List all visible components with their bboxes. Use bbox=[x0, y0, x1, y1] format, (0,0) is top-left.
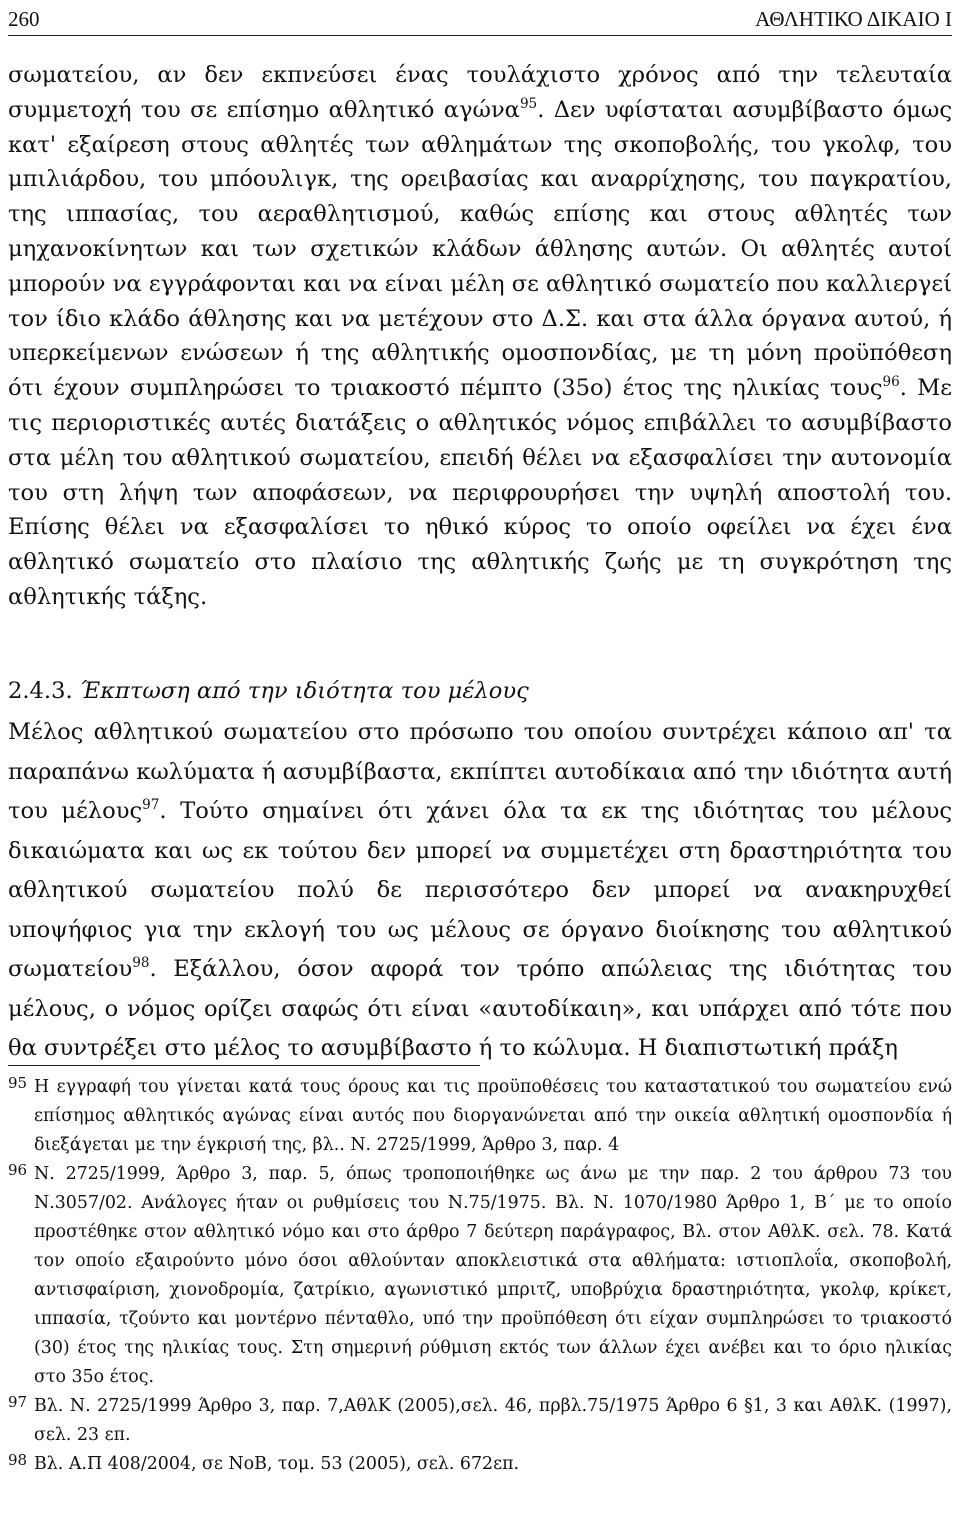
footnote-text: Βλ. Ν. 2725/1999 Άρθρο 3, παρ. 7,ΑθλΚ (2005),σελ. 46, πρβλ.75/1975 Άρθρο 6 §1, 3 και ΑθλΚ. (1997), σελ. 23 επ. bbox=[34, 1396, 952, 1445]
footnote-95 bbox=[8, 1073, 952, 1160]
section-number: 2.4.3. bbox=[8, 678, 73, 704]
footnote-number: 96 bbox=[8, 1161, 28, 1179]
footnote-ref-98[interactable]: 98 bbox=[132, 955, 150, 972]
page-number: 260 bbox=[8, 7, 40, 31]
footnote-ref-95[interactable]: 95 bbox=[519, 95, 538, 112]
paragraph-main bbox=[8, 58, 952, 615]
footnote-text: Η εγγραφή του γίνεται κατά τους όρους και τις προϋποθέσεις του καταστατικού του σωματείου ενώ επίσημος αθλητικός αγώνας είναι αυτός που διοργανώνεται από την οικεία αθλητική ομοσπονδία ή διεξάγεται με την έγκρισή της, βλ.. Ν. 2725/1999, Άρθρο 3, παρ. 4 bbox=[34, 1077, 952, 1155]
paragraph-2-text-b: . Τούτο σημαίνει ότι χάνει όλα τα εκ της ιδιότητας του μέλους δικαιώματα και ως εκ τούτου δεν μπορεί να συμμετέχει στη δραστηριότητα του αθλητικού σωματείου πολύ δε περισσότερο δεν μπορεί να ανακηρυχθεί υποψήφιος για την εκλογή του ως μέλους σε όργανο διοίκησης του αθλητικού σωματείου bbox=[8, 798, 953, 982]
footnote-ref-96[interactable]: 96 bbox=[882, 374, 900, 391]
footnotes bbox=[8, 1073, 952, 1479]
footnote-text: Βλ. Α.Π 408/2004, σε ΝοΒ, τομ. 53 (2005), σελ. 672επ. bbox=[34, 1454, 520, 1474]
paragraph-2 bbox=[8, 713, 952, 1069]
footnote-98 bbox=[8, 1450, 952, 1479]
paragraph-1 bbox=[8, 58, 952, 615]
footnote-separator bbox=[8, 1065, 480, 1066]
footnote-number: 95 bbox=[8, 1074, 28, 1092]
page-header bbox=[8, 2, 952, 36]
paragraph-2-text-a: Μέλος αθλητικού σωματείου στο πρόσωπο του οποίου συντρέχει κάποιο απ' τα παραπάνω κωλύματα ή ασυμβίβαστα, εκπίπτει αυτοδίκαια από την ιδιότητα αυτή του μέλους bbox=[8, 719, 952, 824]
footnote-number: 97 bbox=[8, 1393, 28, 1411]
paragraph-section bbox=[8, 713, 952, 1069]
section-title: Έκπτωση από την ιδιότητα του μέλους bbox=[79, 678, 529, 704]
footnote-ref-97[interactable]: 97 bbox=[142, 797, 160, 814]
footnote-number: 98 bbox=[8, 1451, 28, 1469]
footnote-97 bbox=[8, 1392, 952, 1450]
paragraph-1-text-b: . Δεν υφίσταται ασυμβίβαστο όμως κατ' εξαίρεση στους αθλητές των αθλημάτων της σκοποβολής, του γκολφ, του μπιλιάρδου, του μπόουλιγκ, της ορειβασίας και αναρρίχησης, του παγκρατίου, της ιππασίας, του αεραθλητισμού, καθώς επίσης και στους αθλητές των μηχανοκίνητων και των σχετικών κλάδων άθλησης αυτών. Οι αθλητές αυτοί μπορούν να εγγράφονται και να είναι μέλη σε αθλητικό σωματείο που καλλιεργεί τον ίδιο κλάδο άθλησης και να μετέχουν στο Δ.Σ. και στα άλλα όργανα αυτού, ή υπερκείμενων ενώσεων ή της αθλητικής ομοσπονδίας, με τη μόνη προϋπόθεση ότι έχουν συμπληρώσει το τριακοστό πέμπτο (35ο) έτος της ηλικίας τους bbox=[8, 96, 952, 402]
paragraph-1-text-c: . Με τις περιοριστικές αυτές διατάξεις ο αθλητικός νόμος επιβάλλει το ασυμβίβαστο στα μέλη του αθλητικού σωματείου, επειδή θέλει να εξασφαλίσει την αυτονομία του στη λήψη των αποφάσεων, να περιφρουρήσει την υψηλή αποστολή του. Επίσης θέλει να εξασφαλίσει το ηθικό κύρος το οποίο οφείλει να έχει ένα αθλητικό σωματείο στο πλαίσιο της αθλητικής ζωής με τη συγκρότηση της αθλητικής τάξης. bbox=[8, 375, 952, 610]
footnote-text: Ν. 2725/1999, Άρθρο 3, παρ. 5, όπως τροποποιήθηκε ως άνω με την παρ. 2 του άρθρου 73 του Ν.3057/02. Ανάλογες ήταν οι ρυθμίσεις του Ν.75/1975. Βλ. Ν. 1070/1980 Άρθρο 1, Β΄ με το οποίο προστέθηκε στον αθλητικό νόμο και στο άρθρο 7 δεύτερη παράγραφος, Βλ. στον ΑθλΚ. σελ. 78. Κατά τον οποίο εξαιρούντο μόνο όσοι αθλούνταν αποκλειστικά στα αθλήματα: ιστιοπλοΐα, σκοποβολή, αντισφαίριση, χιονοδρομία, ζατρίκιο, αγωνιστικό μπριτζ, υποβρύχια δραστηριότητα, γκολφ, κρίκετ, ιππασία, τζούντο και μοντέρνο πένταθλο, υπό την προϋπόθεση ότι είχαν συμπληρώσει το τριακοστό (30) έτος της ηλικίας τους. Στη σημερινή ρύθμιση εκτός των άλλων έχει ανέβει και το όριο ηλικίας στο 35ο έτος. bbox=[34, 1164, 952, 1387]
footnote-96 bbox=[8, 1160, 952, 1392]
section-heading bbox=[8, 678, 529, 704]
paragraph-1-text-a: σωματείου, αν δεν εκπνεύσει ένας τουλάχιστο χρόνος από την τελευταία συμμετοχή του σε επίσημο αθλητικό αγώνα bbox=[8, 62, 952, 123]
paragraph-2-text-c: . Εξάλλου, όσον αφορά τον τρόπο απώλειας της ιδιότητας του μέλους, ο νόμος ορίζει σαφώς ότι είναι «αυτοδίκαιη», και υπάρχει από τότε που θα συντρέξει στο μέλος το ασυμβίβαστο ή το κώλυμα. Η διαπιστωτική πράξη bbox=[8, 956, 952, 1061]
running-title: ΑΘΛΗΤΙΚΟ ΔΙΚΑΙΟ Ι bbox=[755, 7, 952, 31]
